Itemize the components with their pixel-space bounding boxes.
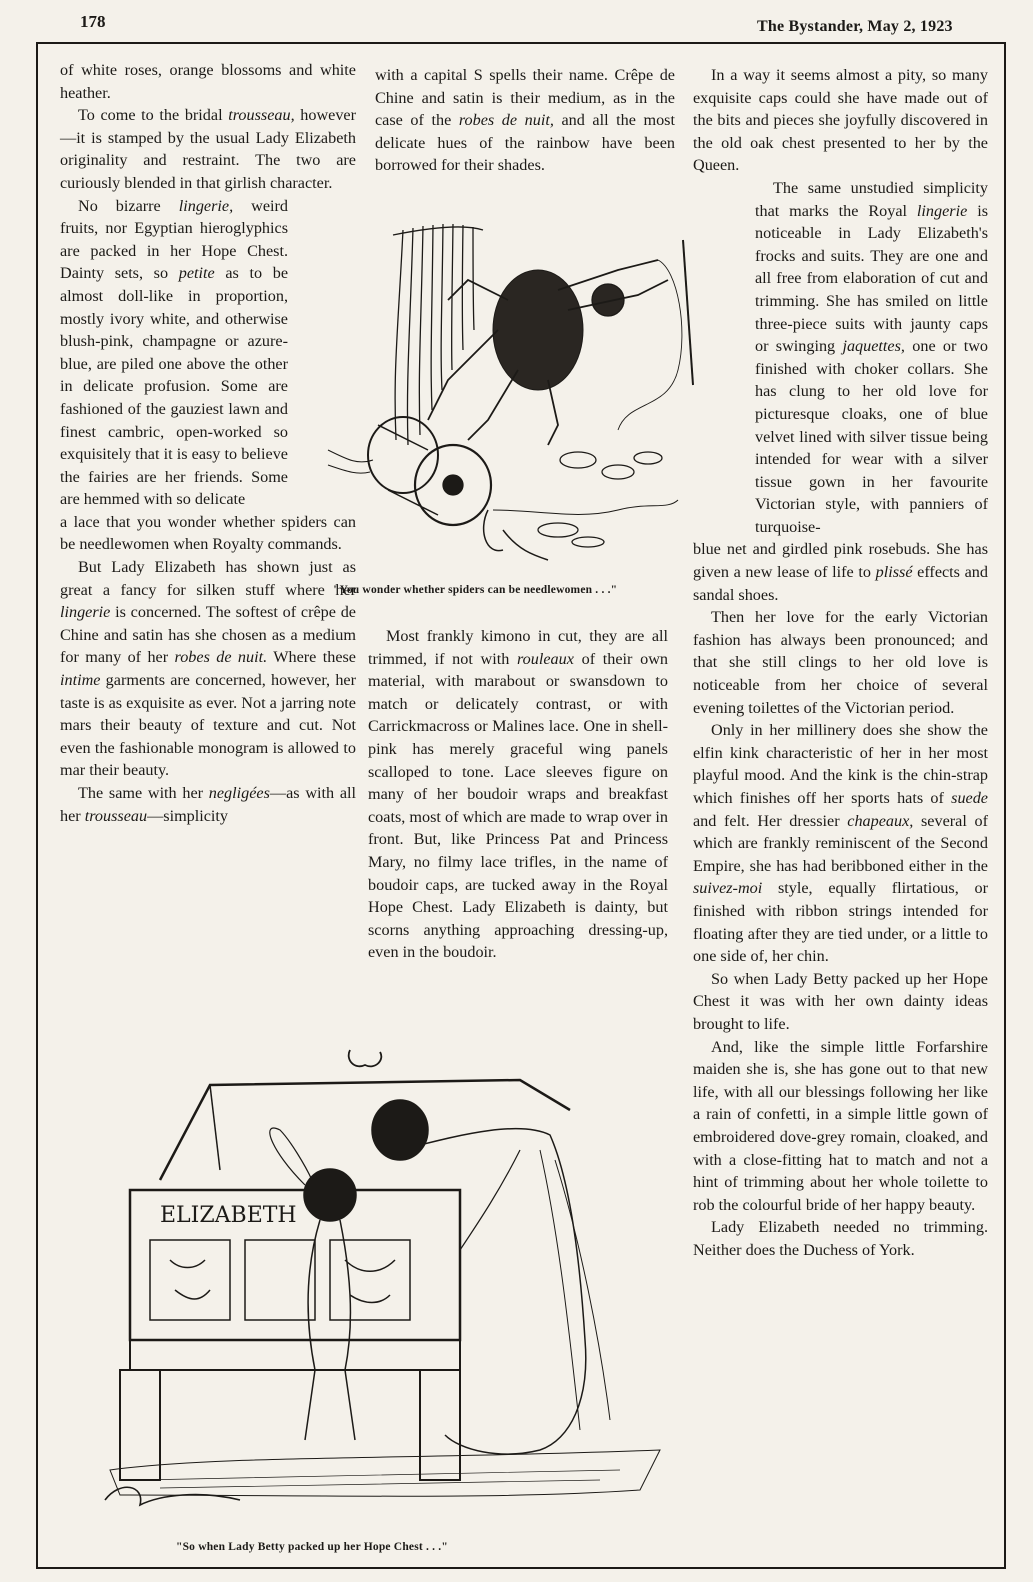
paragraph: Only in her millinery does she show the elfin kink characteristic of her in her most playful mood. And the kink is the chin-strap which finishes off her sports hats of suede and felt. Her dressier chapeaux, several of which are frankly reminiscent of the Second Empire, she has had beribboned either in the suivez-moi style, equally flirtatious, or finished with ribbon strings intended for floating after they are tied under, or a little to one side of, her chin. bbox=[693, 721, 988, 966]
column-3 bbox=[693, 64, 988, 1261]
paragraph: To come to the bridal trousseau, however—it is stamped by the usual Lady Elizabeth originality and restraint. The two are curiously blended in that girlish character. bbox=[60, 106, 357, 192]
column-2-bottom bbox=[368, 625, 668, 964]
column-1 bbox=[60, 59, 356, 827]
paragraph: Lady Elizabeth needed no trimming. Neither does the Duchess of York. bbox=[693, 1218, 988, 1259]
paragraph: a lace that you wonder whether spiders can be needlewomen when Royalty commands. bbox=[60, 512, 356, 554]
figure-caption: "You wonder whether spiders can be needlewomen . . ." bbox=[333, 584, 618, 596]
paragraph: of white roses, orange blossoms and white heather. bbox=[60, 61, 356, 102]
paragraph: The same with her negligées—as with all her trousseau—simplicity bbox=[60, 784, 356, 825]
paragraph: Then her love for the early Victorian fashion has always been pronounced; and that she still clings to her old love is noticeable from her choice of several evening toilettes of the Victorian period. bbox=[693, 608, 988, 717]
paragraph: with a capital S spells their name. Crêpe de Chine and satin is their medium, as in the case of the robes de nuit, and all the most delicate hues of the rainbow have been borrowed for their shades. bbox=[375, 66, 675, 175]
running-head: The Bystander, May 2, 1923 bbox=[757, 18, 953, 35]
paragraph: And, like the simple little Forfarshire maiden she is, she has gone out to that new life, with all our blessings following her like a rain of confetti, in a simple little gown of embroidered dove-grey romain, cloaked, and with a close-fitting hat to match and not a hint of trimming about her whole toilette to rob the colourful bride of her happy beauty. bbox=[693, 1037, 988, 1214]
paragraph: The same unstudied simplicity that marks the Royal lingerie is noticeable in Lady Elizabeth's frocks and suits. They are one and all free from elaboration of cut and trimming. She has smiled on little three-piece suits with jaunty caps or swinging jaquettes, one or two finished with choker collars. She has clung to her old love for picturesque cloaks, one of blue velvet lined with silver tissue being intended for wear with a silver tissue gown in her favourite Victorian style, with panniers of turquoise- bbox=[755, 178, 989, 536]
paragraph: Most frankly kimono in cut, they are all trimmed, if not with rouleaux of their own material, with marabout or swansdown to match or delicately contrast, or with Carrickmacross or Malines lace. One in shell-pink has merely graceful wing panels scalloped to tone. Lace sleeves figure on many of her boudoir wraps and breakfast coats, most of which are made to wrap over in front. But, like Princess Pat and Princess Mary, no filmy lace trifles, in the name of boudoir caps, are tucked away in the Royal Hope Chest. Lady Elizabeth is dainty, but scorns anything approaching dressing-up, even in the boudoir. bbox=[368, 627, 668, 962]
figure-caption: "So when Lady Betty packed up her Hope Chest . . ." bbox=[176, 1541, 448, 1553]
column-2-top bbox=[375, 64, 675, 177]
paragraph: So when Lady Betty packed up her Hope Chest it was with her own dainty ideas brought to life. bbox=[693, 969, 988, 1033]
page-number: 178 bbox=[80, 12, 106, 31]
paragraph: In a way it seems almost a pity, so many exquisite caps could she have made out of the bits and pieces she joyfully discovered in the old oak chest presented to her by the Queen. bbox=[693, 66, 988, 175]
paragraph: But Lady Elizabeth has shown just as great a fancy for silken stuff where her lingerie is concerned. The softest of crêpe de Chine and satin has she chosen as a medium for many of her robes de nuit. Where these intime garments are concerned, however, her taste is as exquisite as ever. Not a jarring note mars their beauty of texture and cut. Not even the fashionable monogram is allowed to mar their beauty. bbox=[60, 558, 356, 780]
spider-illustration bbox=[318, 210, 723, 585]
hope-chest-illustration bbox=[100, 1040, 685, 1520]
chest-lettering: ELIZABETH bbox=[160, 1203, 297, 1228]
paragraph: blue net and girdled pink rosebuds. She has given a new lease of life to plissé effects and sandal shoes. bbox=[693, 540, 988, 604]
paragraph: No bizarre lingerie, weird fruits, nor Egyptian hieroglyphics are packed in her Hope Chest. Dainty sets, so petite as to be almost doll-like in proportion, mostly ivory white, and otherwise blush-pink, champagne or azure-blue, are piled one above the other in delicate profusion. Some are fashioned of the gauziest lawn and finest cambric, open-worked so exquisitely that it is easy to believe the fairies are her friends. Some are hemmed with so delicate bbox=[60, 196, 289, 509]
